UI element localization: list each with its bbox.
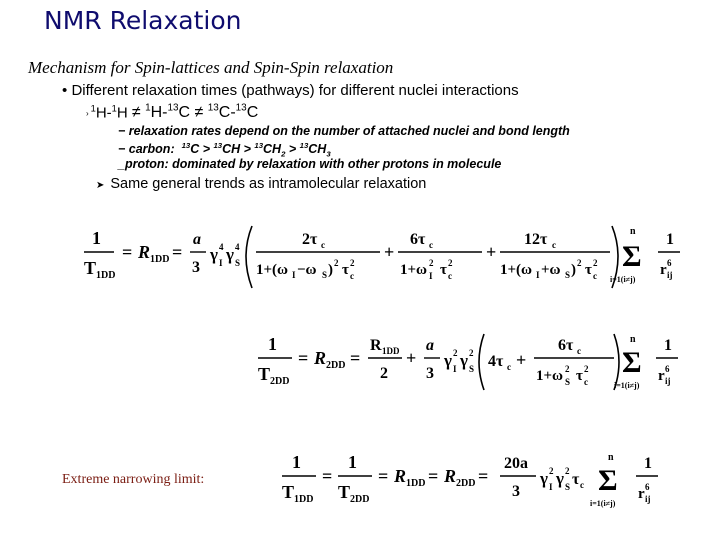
- svg-text:c: c: [584, 377, 588, 387]
- svg-text:R: R: [444, 466, 457, 486]
- bullet-dot: •: [62, 82, 68, 99]
- svg-text:−ω: −ω: [297, 262, 317, 278]
- svg-text:6: 6: [665, 364, 670, 374]
- svg-text:S: S: [565, 270, 571, 280]
- svg-text:T: T: [258, 364, 271, 384]
- svg-text:τ: τ: [572, 471, 580, 488]
- svg-text:a: a: [193, 231, 201, 248]
- svg-text:2: 2: [429, 258, 434, 268]
- svg-text:I: I: [453, 364, 457, 374]
- svg-text:4: 4: [219, 242, 224, 252]
- svg-text:i=1(i≠j): i=1(i≠j): [610, 275, 636, 284]
- svg-text:r: r: [638, 486, 645, 502]
- svg-text:1: 1: [268, 334, 277, 354]
- bullet-text: Same general trends as intramolecular relaxation: [110, 176, 427, 192]
- svg-text:R: R: [138, 242, 151, 262]
- svg-text:c: c: [350, 271, 354, 281]
- svg-text:I: I: [429, 271, 433, 281]
- svg-text:S: S: [469, 364, 475, 374]
- equation-t2dd: [254, 330, 704, 394]
- svg-text:1: 1: [666, 231, 674, 248]
- equation-extreme-narrowing: [278, 448, 698, 512]
- svg-text:1DD: 1DD: [96, 270, 116, 281]
- svg-text:I: I: [292, 270, 296, 280]
- svg-text:1: 1: [292, 452, 301, 472]
- svg-text:c: c: [577, 346, 581, 356]
- bullet-relaxation-times: [62, 82, 519, 99]
- svg-text:2: 2: [448, 258, 453, 268]
- svg-text:1DD: 1DD: [150, 254, 170, 265]
- svg-text:=: =: [298, 348, 309, 368]
- svg-text:1: 1: [348, 452, 357, 472]
- svg-text:τ: τ: [585, 262, 592, 278]
- svg-text:c: c: [321, 240, 325, 250]
- svg-text:Σ: Σ: [598, 464, 618, 497]
- svg-text:1+(ω: 1+(ω: [256, 262, 289, 278]
- svg-text:S: S: [565, 482, 571, 492]
- equation-t1dd: [80, 222, 700, 292]
- svg-text:T: T: [282, 482, 295, 502]
- svg-text:c: c: [507, 362, 511, 372]
- svg-text:S: S: [235, 258, 241, 268]
- svg-text:I: I: [536, 270, 540, 280]
- svg-text:n: n: [630, 334, 636, 345]
- svg-text:2τ: 2τ: [302, 231, 318, 248]
- svg-text:S: S: [565, 377, 571, 387]
- svg-text:=: =: [378, 466, 389, 486]
- svg-text:2DD: 2DD: [270, 376, 290, 387]
- svg-text:=: =: [172, 242, 183, 262]
- svg-text:3: 3: [426, 365, 434, 382]
- svg-text:3: 3: [192, 259, 200, 276]
- subpoint-relaxation-rates: − relaxation rates depend on the number of attached nuclei and bond length: [118, 124, 570, 138]
- svg-text:2: 2: [549, 466, 554, 476]
- bullet-intramolecular: [96, 176, 426, 192]
- svg-text:γ: γ: [460, 351, 468, 370]
- svg-text:r: r: [658, 368, 665, 384]
- svg-text:20a: 20a: [504, 455, 528, 472]
- svg-text:2: 2: [453, 348, 458, 358]
- svg-text:c: c: [580, 480, 584, 490]
- svg-text:n: n: [608, 452, 614, 463]
- svg-text:1+ω: 1+ω: [536, 368, 564, 384]
- svg-text:2: 2: [593, 258, 598, 268]
- svg-text:γ: γ: [556, 469, 564, 488]
- svg-text:1: 1: [664, 337, 672, 354]
- svg-text:i=1(i≠j): i=1(i≠j): [614, 381, 640, 390]
- subpoint-carbon: − carbon: $^{13}C > ^{13}CH > ^{13}CH_2 > ^{13}CH_3$: [118, 141, 331, 159]
- subpoint-text: relaxation rates depend on the number of attached nuclei and bond length: [128, 124, 570, 138]
- svg-text:i=1(i≠j): i=1(i≠j): [590, 499, 616, 508]
- svg-text:=: =: [322, 466, 333, 486]
- svg-text:ij: ij: [665, 376, 671, 386]
- svg-text:1DD: 1DD: [406, 478, 426, 489]
- svg-text:2: 2: [350, 258, 355, 268]
- svg-text:1: 1: [92, 228, 101, 248]
- svg-text:+: +: [486, 242, 497, 262]
- extreme-narrowing-label: Extreme narrowing limit:: [62, 472, 205, 487]
- svg-text:S: S: [322, 270, 328, 280]
- svg-text:τ: τ: [576, 368, 583, 384]
- svg-text:γ: γ: [226, 245, 234, 264]
- svg-text:=: =: [350, 348, 361, 368]
- svg-text:2DD: 2DD: [350, 494, 370, 505]
- svg-text:Σ: Σ: [622, 240, 642, 273]
- subtitle: Mechanism for Spin-lattices and Spin-Spin relaxation: [28, 58, 394, 77]
- svg-text:c: c: [448, 271, 452, 281]
- svg-text:4: 4: [235, 242, 240, 252]
- svg-text:+ω: +ω: [541, 262, 561, 278]
- svg-text:=: =: [122, 242, 133, 262]
- svg-text:6: 6: [645, 482, 650, 492]
- svg-text:+: +: [406, 348, 417, 368]
- svg-text:Σ: Σ: [622, 346, 642, 379]
- svg-text:τ: τ: [440, 262, 447, 278]
- svg-text:ij: ij: [667, 270, 673, 280]
- page-title: NMR Relaxation: [44, 6, 242, 35]
- svg-text:1+(ω: 1+(ω: [500, 262, 533, 278]
- svg-text:1DD: 1DD: [382, 346, 400, 356]
- subpoint-text: proton: dominated by relaxation with other protons in molecule: [124, 157, 502, 171]
- svg-text:ij: ij: [645, 494, 651, 504]
- svg-text:+: +: [384, 242, 395, 262]
- svg-text:1+ω: 1+ω: [400, 262, 428, 278]
- svg-text:c: c: [552, 240, 556, 250]
- svg-text:6: 6: [667, 258, 672, 268]
- svg-text:6τ: 6τ: [558, 337, 574, 354]
- svg-text:γ: γ: [210, 245, 218, 264]
- marker-arrow-icon: ›: [86, 108, 89, 118]
- svg-text:R: R: [314, 348, 327, 368]
- svg-text:6τ: 6τ: [410, 231, 426, 248]
- svg-text:c: c: [593, 271, 597, 281]
- svg-text:r: r: [660, 262, 667, 278]
- svg-text:=: =: [478, 466, 489, 486]
- svg-text:2: 2: [565, 364, 570, 374]
- svg-text:1: 1: [644, 455, 652, 472]
- svg-text:τ: τ: [342, 262, 349, 278]
- svg-text:R: R: [394, 466, 407, 486]
- svg-text:2: 2: [565, 466, 570, 476]
- svg-text:): ): [571, 262, 576, 278]
- svg-text:T: T: [338, 482, 351, 502]
- svg-text:+: +: [516, 350, 527, 370]
- svg-text:2DD: 2DD: [456, 478, 476, 489]
- svg-text:=: =: [428, 466, 439, 486]
- subpoint-proton: _proton: dominated by relaxation with other protons in molecule: [118, 157, 502, 171]
- svg-text:γ: γ: [444, 351, 452, 370]
- svg-text:3: 3: [512, 483, 520, 500]
- svg-text:): ): [328, 262, 333, 278]
- svg-text:2DD: 2DD: [326, 360, 346, 371]
- svg-text:I: I: [549, 482, 553, 492]
- svg-text:2: 2: [577, 258, 582, 268]
- svg-text:c: c: [429, 240, 433, 250]
- svg-text:4τ: 4τ: [488, 353, 504, 370]
- svg-text:γ: γ: [540, 469, 548, 488]
- svg-text:n: n: [630, 226, 636, 237]
- svg-text:2: 2: [380, 365, 388, 382]
- svg-text:2: 2: [584, 364, 589, 374]
- bullet-text: Different relaxation times (pathways) for different nuclei interactions: [71, 82, 519, 99]
- svg-text:2: 2: [334, 258, 339, 268]
- svg-text:2: 2: [469, 348, 474, 358]
- svg-text:I: I: [219, 258, 223, 268]
- svg-text:a: a: [426, 337, 434, 354]
- chevron-right-icon: ➤: [96, 180, 105, 191]
- svg-text:R: R: [370, 337, 382, 354]
- svg-text:T: T: [84, 258, 97, 278]
- bullet-nuclei-comparison: ›$^1$H-$^1$H ≠ $^1$H-$^{13}$C ≠ $^{13}$C-$^{13}$C: [86, 103, 259, 122]
- svg-text:12τ: 12τ: [524, 231, 548, 248]
- svg-text:1DD: 1DD: [294, 494, 314, 505]
